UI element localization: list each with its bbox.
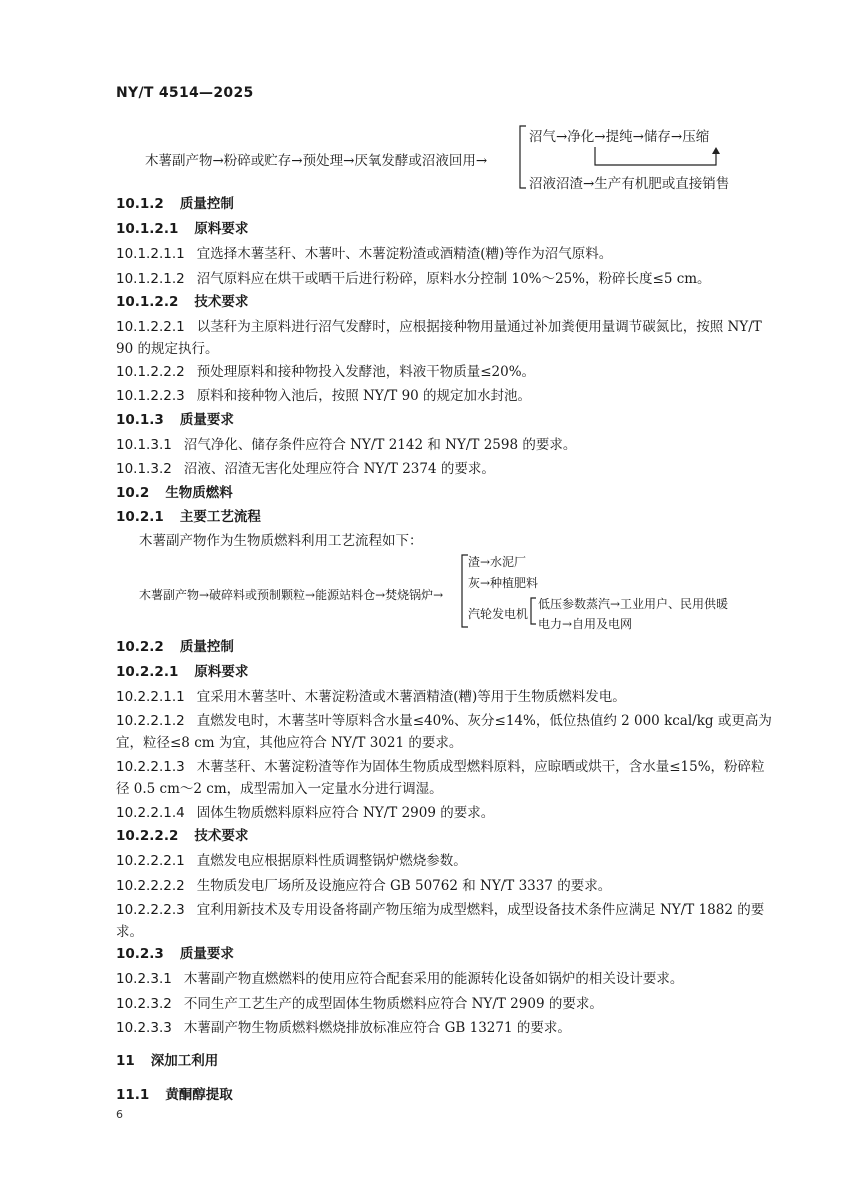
clause-10-2-3-2: 10.2.3.2 不同生产工艺生产的成型固体生物质燃料应符合 NY/T 2909 的要求。	[116, 996, 603, 1012]
clause-10-1-2-2-1: 10.1.2.2.1 以茎秆为主原料进行沼气发酵时，应根据接种物用量通过补加粪便用量调节碳氮比，按照 NY/T 90 的规定执行。	[116, 319, 762, 357]
page-number: 6	[116, 1108, 123, 1121]
standard-id: NY/T 4514—2025	[116, 85, 254, 101]
flow2-branch-steam: 低压参数蒸汽→工业用户、民用供暖	[538, 597, 729, 611]
clause-10-2-2-2-3: 10.2.2.2.3 宜利用新技术及专用设备将副产物压缩为成型燃料，成型设备技术条件应满足 NY/T 1882 的要求。	[116, 902, 765, 940]
clause-10-2-3-1: 10.2.3.1 木薯副产物直燃燃料的使用应符合配套采用的能源转化设备如锅炉的相关设计要求。	[116, 971, 684, 987]
flow2-branch-turbine: 汽轮发电机	[468, 607, 529, 621]
flow1-main: 木薯副产物→粉碎或贮存→预处理→厌氧发酵或沼液回用→	[145, 153, 488, 169]
section-10-1-2: 10.1.2 质量控制	[116, 196, 234, 212]
section-10-2-2-2: 10.2.2.2 技术要求	[116, 828, 249, 844]
flow2-intro: 木薯副产物作为生物质燃料利用工艺流程如下：	[139, 533, 423, 549]
clause-10-2-2-1-1: 10.2.2.1.1 宜采用木薯茎叶、木薯淀粉渣或木薯酒精渣(糟)等用于生物质燃料发电。	[116, 689, 626, 705]
flow1-top-branch: 沼气→净化→提纯→储存→压缩	[529, 129, 710, 145]
section-10-2: 10.2 生物质燃料	[116, 485, 233, 501]
clause-10-1-2-1-1: 10.1.2.1.1 宜选择木薯茎秆、木薯叶、木薯淀粉渣或酒精渣(糟)等作为沼气原料。	[116, 246, 613, 262]
clause-10-2-2-2-1: 10.2.2.2.1 直燃发电应根据原料性质调整锅炉燃烧参数。	[116, 853, 467, 869]
flow2-main: 木薯副产物→破碎料或预制颗粒→能源站料仓→焚烧锅炉→	[139, 588, 444, 602]
flow2-branch-power: 电力→自用及电网	[538, 617, 633, 631]
section-10-1-2-1: 10.1.2.1 原料要求	[116, 221, 249, 237]
section-10-1-3: 10.1.3 质量要求	[116, 412, 234, 428]
flow1-bottom-branch: 沼液沼渣→生产有机肥或直接销售	[529, 176, 730, 192]
clause-10-1-2-2-2: 10.1.2.2.2 预处理原料和接种物投入发酵池，料液干物质量≤20%。	[116, 364, 536, 380]
clause-10-1-2-1-2: 10.1.2.1.2 沼气原料应在烘干或晒干后进行粉碎，原料水分控制 10%～25%，粉碎长度≤5 cm。	[116, 271, 711, 287]
clause-10-2-2-1-3: 10.2.2.1.3 木薯茎秆、木薯淀粉渣等作为固体生物质成型燃料原料，应晾晒或烘干，含水量≤15%，粉碎粒径 0.5 cm～2 cm，成型需加入一定量水分进行调湿。	[116, 759, 765, 797]
clause-10-2-2-2-2: 10.2.2.2.2 生物质发电厂场所及设施应符合 GB 50762 和 NY/T 3337 的要求。	[116, 878, 612, 894]
section-10-1-2-2: 10.1.2.2 技术要求	[116, 294, 249, 310]
section-10-2-3: 10.2.3 质量要求	[116, 946, 234, 962]
clause-10-1-3-1: 10.1.3.1 沼气净化、储存条件应符合 NY/T 2142 和 NY/T 2598 的要求。	[116, 437, 577, 453]
clause-10-2-2-1-4: 10.2.2.1.4 固体生物质燃料原料应符合 NY/T 2909 的要求。	[116, 805, 495, 821]
section-10-2-2: 10.2.2 质量控制	[116, 639, 234, 655]
flow2-branch-slag: 渣→水泥厂	[468, 555, 527, 569]
section-10-2-1: 10.2.1 主要工艺流程	[116, 509, 261, 525]
section-10-2-2-1: 10.2.2.1 原料要求	[116, 664, 249, 680]
section-11-1: 11.1 黄酮醇提取	[116, 1087, 233, 1103]
flow2-branch-ash: 灰→种植肥料	[468, 576, 539, 590]
clause-10-1-2-2-3: 10.1.2.2.3 原料和接种物入池后，按照 NY/T 90 的规定加水封池。	[116, 388, 532, 404]
section-11: 11 深加工利用	[116, 1053, 219, 1069]
clause-10-2-2-1-2: 10.2.2.1.2 直燃发电时，木薯茎叶等原料含水量≤40%、灰分≤14%，低位热值约 2 000 kcal/kg 或更高为宜，粒径≤8 cm 为宜，其他应符合 NY/T 3021 的要求。	[116, 713, 772, 751]
clause-10-1-3-2: 10.1.3.2 沼液、沼渣无害化处理应符合 NY/T 2374 的要求。	[116, 461, 495, 477]
clause-10-2-3-3: 10.2.3.3 木薯副产物生物质燃料燃烧排放标准应符合 GB 13271 的要求。	[116, 1020, 571, 1036]
